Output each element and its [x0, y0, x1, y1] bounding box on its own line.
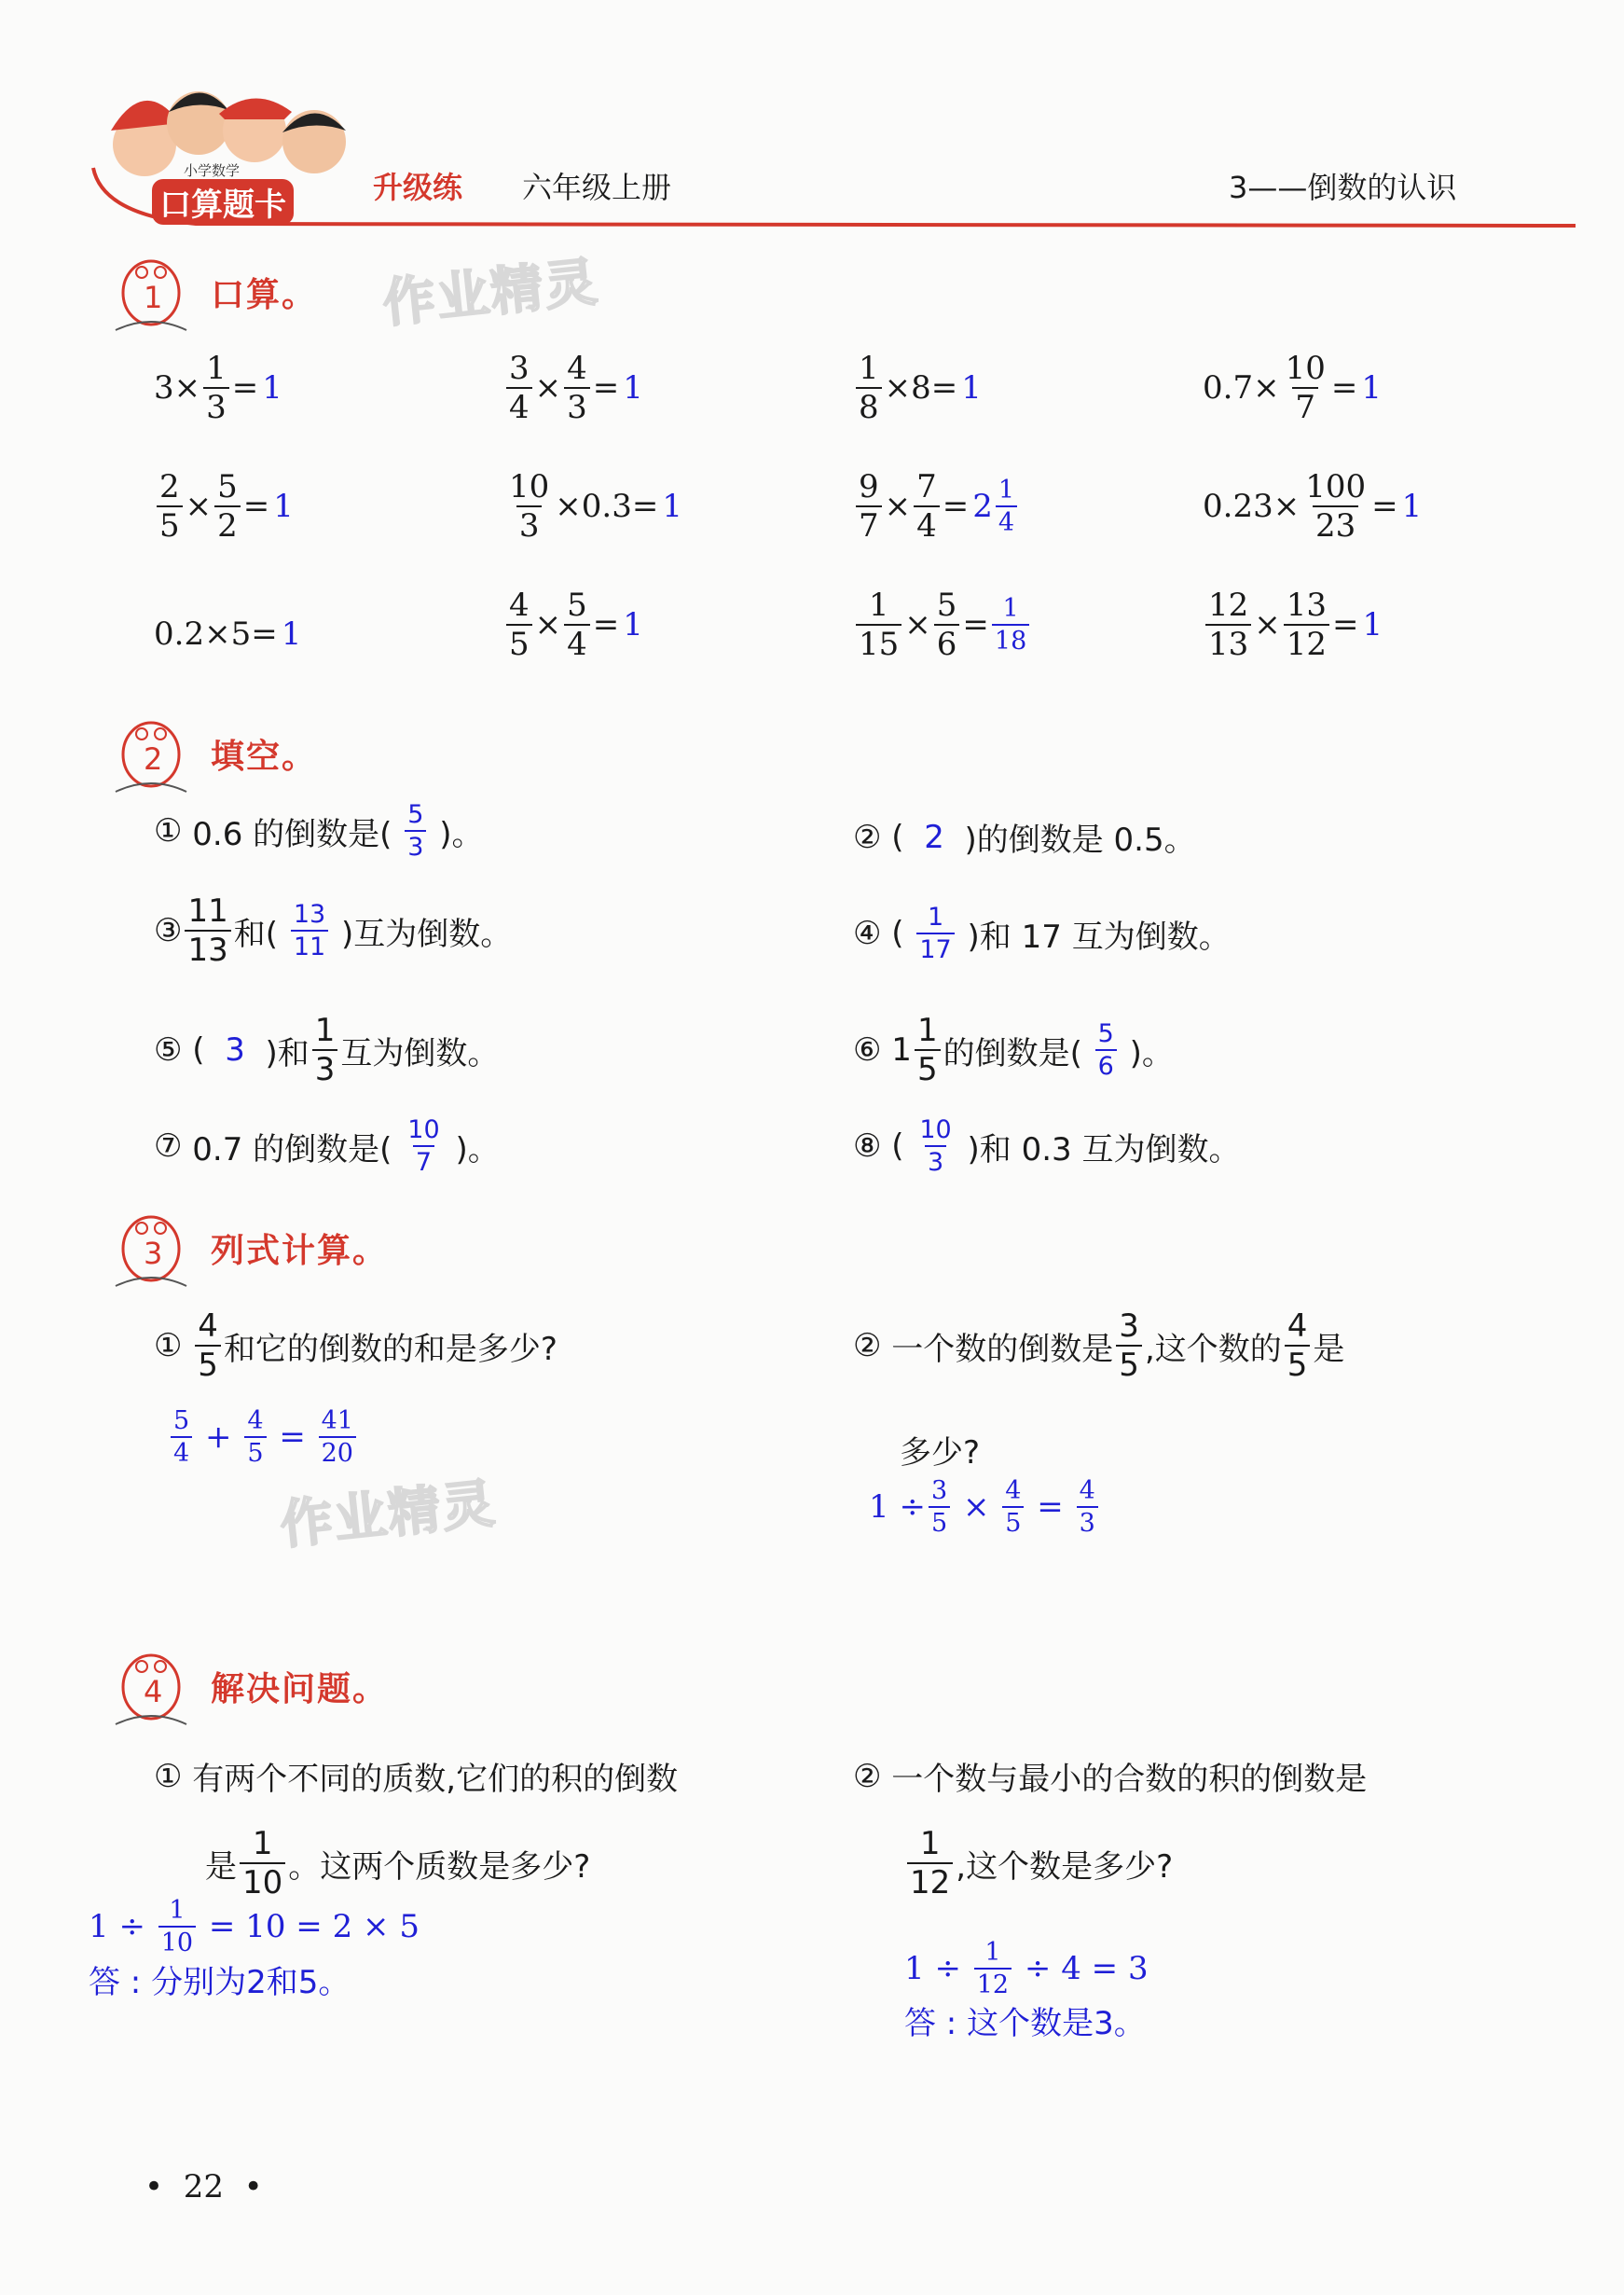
calc-q2: ② 一个数的倒数是 $\frac{3}{5}$ ,这个数的 $\frac{4}{5}$ 是	[853, 1307, 1345, 1384]
section-2-number: 2	[144, 741, 163, 777]
solve-q2-line1: ② 一个数与最小的合数的积的倒数是	[853, 1757, 1368, 1798]
fill-q5: ⑤ ( 3 )和 $\frac{1}{3}$ 互为倒数。	[154, 1012, 500, 1088]
answer: 1	[623, 369, 643, 407]
answer: 1	[1361, 369, 1382, 407]
section-1-heading	[110, 252, 317, 332]
oral-r3-c: $\frac{1}{15}$ × $\frac{5}{6}$ = $\frac{1}{18}$	[853, 589, 1032, 660]
solve-q1-solution: 1 ÷ $\frac{1}{10}$ = 10 = 2 × 5	[89, 1896, 420, 1957]
answer: 1	[1401, 488, 1423, 525]
answer: 1	[1362, 606, 1383, 643]
fill-q2: ② ( 2 )的倒数是 0.5。	[853, 818, 1196, 859]
fill-q4: ④ ( $\frac{1}{17}$ )和 17 互为倒数。	[853, 903, 1231, 964]
calc-q1: ① $\frac{4}{5}$ 和它的倒数的和是多少?	[154, 1307, 557, 1384]
header-lesson: 3——倒数的认识	[1229, 170, 1457, 205]
fill-q8: ⑧ ( $\frac{10}{3}$ )和 0.3 互为倒数。	[853, 1115, 1241, 1177]
section-1-number: 1	[144, 280, 163, 315]
answer: 1	[281, 615, 302, 653]
solve-q1-answer: 答 : 分别为2和5。	[89, 1964, 351, 2001]
solve-q1-line2: 是 $\frac{1}{10}$ 。这两个质数是多少?	[205, 1825, 591, 1901]
solve-q2-line2: $\frac{1}{12}$ ,这个数是多少?	[904, 1828, 1173, 1899]
oral-r1-c: $\frac{1}{8}$ × 8 = 1	[853, 353, 982, 423]
logo-small-text: 小学数学	[184, 162, 241, 179]
section-3-title: 列式计算。	[211, 1231, 389, 1270]
oral-r2-a: $\frac{2}{5}$ × $\frac{5}{2}$ = 1	[154, 471, 294, 542]
header	[0, 0, 1624, 242]
oral-r1-b: $\frac{3}{4}$ × $\frac{4}{3}$ = 1	[503, 353, 643, 423]
header-grade: 六年级上册	[522, 170, 672, 205]
header-series: 升级练	[373, 170, 463, 205]
solve-q2-solution: 1 ÷ $\frac{1}{12}$ ÷ 4 = 3	[904, 1938, 1149, 1999]
oral-r3-d: $\frac{12}{13}$ × $\frac{13}{12}$ = 1	[1203, 589, 1383, 660]
answer: 1	[262, 369, 282, 407]
section-1-title: 口算。	[211, 275, 318, 314]
oral-r2-c: $\frac{9}{7}$ × $\frac{7}{4}$ = 2 $\frac{1}{4}$	[853, 471, 1020, 542]
answer: 1	[623, 606, 643, 643]
section-4-heading	[110, 1646, 388, 1726]
answer: 1	[961, 369, 982, 407]
section-4-number: 4	[144, 1674, 163, 1709]
section-2-title: 填空。	[211, 737, 318, 776]
calc-q1-solution: $\frac{5}{4}$ + $\frac{4}{5}$ = $\frac{41}{20}$	[168, 1408, 359, 1466]
oral-r2-d: 0.23 × $\frac{100}{23}$ = 1	[1203, 468, 1423, 545]
fill-q6: ⑥ 1 $\frac{1}{5}$ 的倒数是( $\frac{5}{6}$ )。	[853, 1012, 1174, 1088]
oral-r3-b: $\frac{4}{5}$ × $\frac{5}{4}$ = 1	[503, 589, 643, 660]
oral-r3-a: 0.2 × 5 = 1	[154, 615, 302, 653]
fill-q3: ③ $\frac{11}{13}$ 和( $\frac{13}{11}$ )互为倒数。	[154, 892, 513, 969]
watermark-top: 作业精灵	[379, 252, 602, 335]
answer: 2	[972, 488, 993, 525]
solve-q2-answer: 答 : 这个数是3。	[904, 2005, 1146, 2042]
answer: 1	[273, 488, 294, 525]
oral-r1-d: 0.7 × $\frac{10}{7}$ = 1	[1203, 350, 1382, 426]
oral-r2-b: $\frac{10}{3}$ × 0.3 = 1	[509, 468, 682, 545]
calc-q2-solution: 1 ÷ $\frac{3}{5}$ × $\frac{4}{5}$ = $\frac{4}{3}$	[869, 1478, 1101, 1536]
logo-main-text: 口算题卡	[152, 179, 294, 225]
fill-q7: ⑦ 0.7 的倒数是( $\frac{10}{7}$ )。	[154, 1115, 500, 1177]
oral-r1-a: 3 × $\frac{1}{3}$ = 1	[154, 350, 282, 426]
calc-q2-line2: 多少?	[900, 1434, 981, 1472]
fill-q1: ① 0.6 的倒数是( $\frac{5}{3}$ )。	[154, 800, 484, 862]
section-2-heading	[110, 713, 317, 794]
page-number: • 22 •	[145, 2168, 263, 2205]
solve-q1-line1: ① 有两个不同的质数,它们的积的倒数	[154, 1757, 679, 1798]
watermark-mid: 作业精灵	[277, 1473, 500, 1556]
logo	[98, 65, 368, 233]
answer: 1	[662, 488, 682, 525]
section-3-heading	[110, 1208, 388, 1288]
section-4-title: 解决问题。	[211, 1669, 389, 1708]
section-3-number: 3	[144, 1236, 163, 1271]
